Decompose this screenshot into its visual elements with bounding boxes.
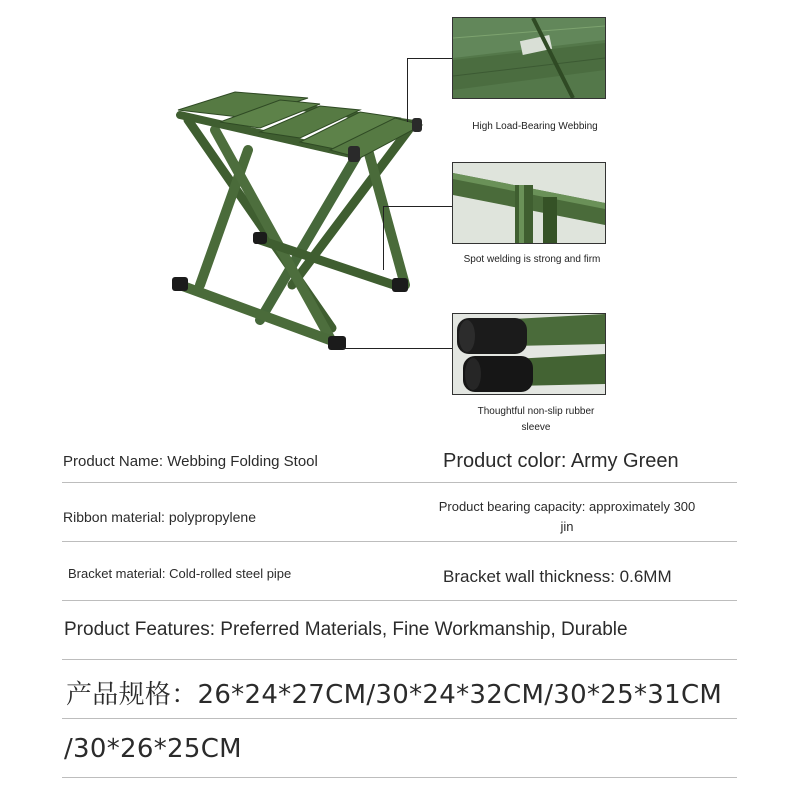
callout-connector-3 (342, 348, 452, 349)
spec-product-color: Product color: Army Green (443, 450, 679, 472)
spec-size-line-2: /30*26*25CM (64, 734, 242, 764)
spec-wall-thickness: Bracket wall thickness: 0.6MM (443, 567, 672, 586)
spec-bearing-capacity: Product bearing capacity: approximately 300 jin (438, 499, 696, 534)
row-divider (62, 600, 737, 601)
callout-connector-1-vertical (407, 58, 408, 122)
row-divider (62, 482, 737, 483)
spec-size-line-1: 产品规格：26*24*27CM/30*24*32CM/30*25*31CM (66, 680, 723, 710)
callout-caption-2: Spot welding is strong and firm (463, 254, 601, 265)
spec-ribbon-material: Ribbon material: polypropylene (63, 509, 256, 525)
row-divider (62, 659, 737, 660)
folding-stool-image (160, 80, 440, 370)
row-divider (62, 777, 737, 778)
spec-product-features: Product Features: Preferred Materials, Fine Workmanship, Durable (64, 619, 628, 640)
rubber-sleeve-closeup-image (452, 313, 606, 395)
callout-connector-2 (383, 206, 452, 207)
weld-closeup-image (452, 162, 606, 244)
callout-caption-3: Thoughtful non-slip rubber sleeve (477, 406, 595, 433)
callout-caption-1: High Load-Bearing Webbing (472, 121, 598, 132)
callout-connector-1 (407, 58, 452, 59)
row-divider (62, 718, 737, 719)
spec-bracket-material: Bracket material: Cold-rolled steel pipe (68, 566, 292, 581)
callout-connector-2-vertical (383, 206, 384, 270)
spec-product-name: Product Name: Webbing Folding Stool (63, 453, 318, 470)
row-divider (62, 541, 737, 542)
webbing-closeup-image (452, 17, 606, 99)
